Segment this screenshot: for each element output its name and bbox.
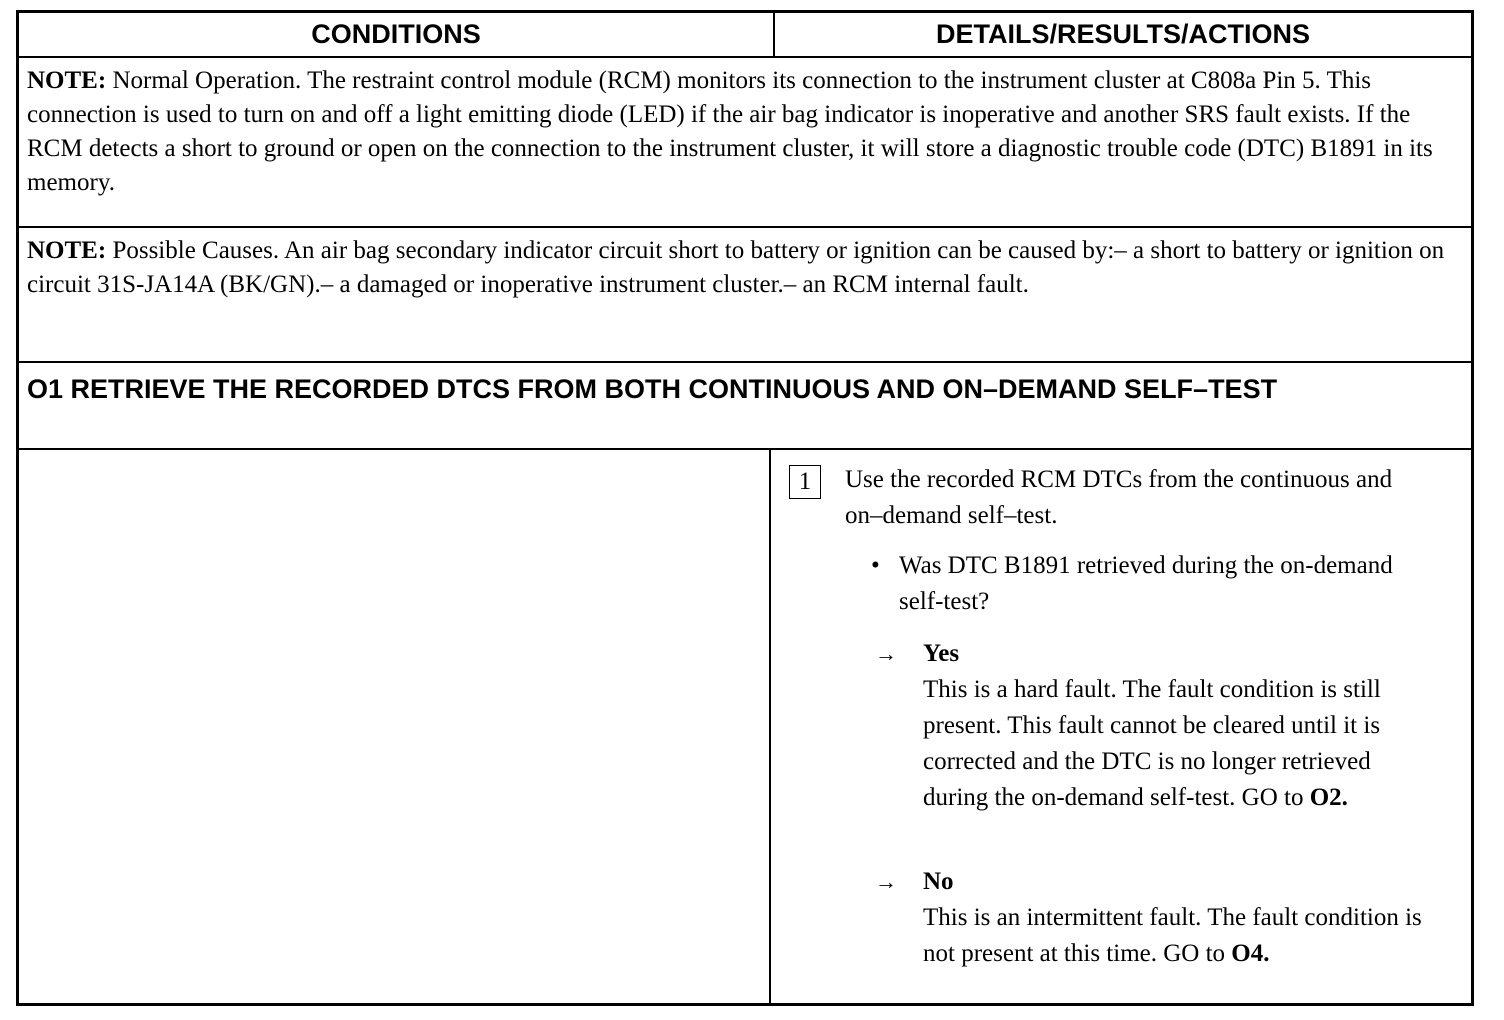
question-text: Was DTC B1891 retrieved during the on-demand self-test? — [899, 552, 1393, 615]
bullet-icon: • — [871, 552, 880, 579]
arrow-right-icon: → — [875, 869, 897, 894]
note-label: NOTE: — [27, 237, 107, 264]
details-header: DETAILS/RESULTS/ACTIONS — [935, 19, 1310, 49]
answer-no-label: No — [923, 868, 954, 895]
note-possible-causes — [19, 228, 1471, 363]
answer-yes-result — [923, 672, 1435, 816]
diagnostic-table — [16, 10, 1474, 1006]
answer-no-result — [923, 900, 1435, 972]
note-normal-operation — [19, 58, 1471, 228]
arrow-right-icon: → — [875, 641, 897, 666]
table-header — [19, 13, 1471, 58]
actions-cell — [771, 450, 1471, 1003]
result-text: This is a hard fault. The fault condition is still present. This fault cannot be cleared until it is corrected and the DTC is no longer retrieved during the on-demand self-test. GO to — [923, 676, 1381, 811]
goto-target: O2. — [1309, 784, 1348, 811]
note-label: NOTE: — [27, 67, 107, 94]
note-text: Normal Operation. The restraint control module (RCM) monitors its connection to the instrument cluster at C808a Pin 5. This connection is used to turn on and off a light emitting diode (LED) if the air bag indicator is inoperative and another SRS fault exists. If the RCM detects a short to ground or open on the connection to the instrument cluster, it will store a diagnostic trouble code (DTC) B1891 in its memory. — [27, 67, 1433, 196]
answer-yes-label: Yes — [923, 640, 960, 667]
step-number-box: 1 — [789, 465, 821, 499]
answer-no — [875, 864, 1435, 972]
goto-target: O4. — [1231, 940, 1270, 967]
question-item — [871, 548, 1431, 620]
step-title: O1 RETRIEVE THE RECORDED DTCS FROM BOTH CONTINUOUS AND ON–DEMAND SELF–TEST — [19, 363, 1471, 450]
action-instruction: Use the recorded RCM DTCs from the continuous and on–demand self–test. — [845, 466, 1393, 529]
step-body — [19, 450, 1471, 1003]
answer-yes — [875, 636, 1435, 816]
conditions-cell — [19, 450, 771, 1003]
conditions-header: CONDITIONS — [19, 13, 775, 56]
note-text: Possible Causes. An air bag secondary indicator circuit short to battery or ignition can be caused by:– a short to battery or ignition on circuit 31S-JA14A (BK/GN).– a damaged or inoperative instrument cluster.– an RCM internal fault. — [27, 237, 1445, 298]
result-text: This is an intermittent fault. The fault condition is not present at this time. GO to — [923, 904, 1422, 967]
